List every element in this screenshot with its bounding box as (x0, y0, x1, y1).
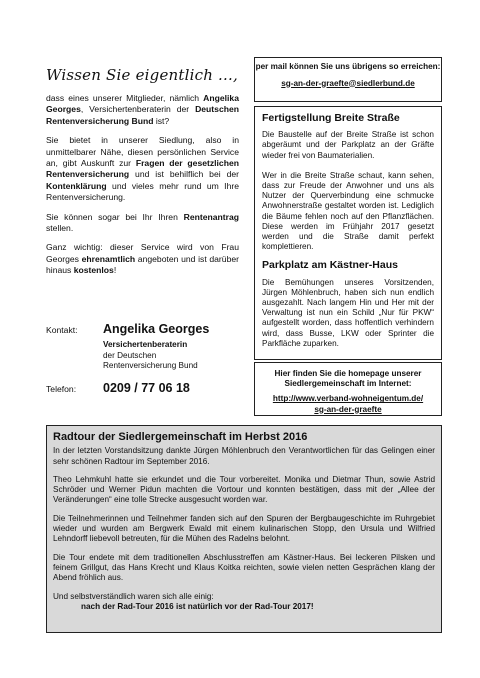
phone-label: Telefon: (46, 383, 77, 394)
news-heading-parking: Parkplatz am Kästner-Haus (262, 259, 398, 272)
paragraph-1 (46, 93, 239, 127)
radtour-closing: nach der Rad-Tour 2016 ist natürlich vor der Rad-Tour 2017! (81, 601, 314, 611)
bold-text: ehrenamtlich (81, 253, 136, 264)
bold-name: Angelika Georges (46, 93, 239, 115)
contact-block (46, 322, 246, 395)
contact-role-line: der Deutschen (103, 350, 157, 360)
homepage-link[interactable] (255, 394, 441, 414)
text: stellen. (46, 223, 74, 234)
contact-role-title: Versichertenberaterin (103, 340, 188, 349)
article-left (46, 66, 239, 285)
text: und vieles mehr rund um Ihre Rentenversicherung. (46, 180, 239, 203)
paragraph-2 (46, 135, 239, 203)
mail-box (254, 57, 442, 102)
url-line: http://www.verband-wohneigentum.de/ (272, 394, 424, 404)
paragraph-3 (46, 212, 239, 235)
url-line: sg-an-der-graefte (314, 404, 382, 414)
article-heading: Wissen Sie eigentlich ..., (46, 66, 238, 84)
web-text: Hier finden Sie die homepage unserer Siedlergemeinschaft im Internet: (274, 369, 422, 389)
text: , Versichertenberaterin der (80, 104, 196, 115)
web-box (254, 362, 442, 416)
news-paragraph: Die Baustelle auf der Breite Straße ist schon abgeräumt und der Parkplatz an der Gräfte wieder frei von Baumaterialien. (262, 130, 434, 160)
radtour-paragraph: Die Teilnehmerinnen und Teilnehmer fanden sich auf den Spuren der Bergbaugeschichte im Ruhrgebiet wieder und wurden am Bergwerk Ewald mit einem kulinarischen Stopp, den Ursula und Wilfried Lehndorff liebevoll betreuten, für die Mühen des Radelns belohnt. (53, 513, 435, 544)
radtour-paragraph: Und selbstverständlich waren sich alle einig: (53, 591, 214, 601)
email-link[interactable]: sg-an-der-graefte@siedlerbund.de (281, 78, 415, 88)
bold-text: Kontenklärung (46, 180, 107, 191)
bold-text: Fragen der gesetzlichen Rentenversicherung (46, 158, 239, 180)
radtour-paragraph: Theo Lehmkuhl hatte sie erkundet und die Tour vorbereitet. Monika und Dietmar Thun, sowie Astrid Schröder und Werner Pidun machten die Vortour und konnten bestätigen, dass mit der „Allee der Veränderungen“ eine tolle Strecke ausgesucht worden war. (53, 474, 435, 505)
bold-text: kostenlos (73, 265, 114, 276)
news-paragraph: Die Bemühungen unseres Vorsitzenden, Jürgen Möhlenbruch, haben sich nun endlich ausgezahlt. Nach langem Hin und Her mit der Verwaltung ist nun ein Schild „Nur für PKW“ aufgestellt worden, dass hoffentlich verhindern wird, dass Busse, LKW oder Sprinter die Parkfläche zuparken. (262, 277, 434, 348)
text: ist? (153, 115, 170, 126)
news-heading-street: Fertigstellung Breite Straße (262, 112, 400, 124)
phone-row (46, 381, 246, 395)
news-box (254, 106, 442, 360)
text: Sie bietet in unserer Siedlung, also in unmittelbarer Nähe, diesen persönlichen Service an, gibt Auskunft zur (46, 135, 239, 169)
text: Ganz wichtig: dieser Service wird von Frau Georges (46, 242, 239, 264)
contact-name: Angelika Georges (103, 322, 210, 336)
radtour-box (46, 425, 442, 633)
news-paragraph: Wer in die Breite Straße schaut, kann sehen, dass zur Freude der Anwohner und uns als Nutzer der Querverbindung eine schmucke Anwohnerstraße gestaltet worden ist. Lediglich die Bäume fehlen noch auf den Pflanzflächen. Diese werden im Frühjahr 2017 gesetzt werden und die Straße damit perfekt komplettieren. (262, 170, 434, 252)
text: ! (113, 265, 117, 276)
contact-row (46, 322, 246, 336)
radtour-paragraph: Die Tour endete mit dem traditionellen Abschlusstreffen am Kästner-Haus. Bei leckeren Pilsken und feinem Grillgut, das Hans Krecht und Klaus Koitka reichten, sowie vielen netten Gesprächen klang der Abend fröhlich aus. (53, 552, 435, 583)
bold-org: Deutschen Rentenversicherung Bund (46, 104, 239, 126)
paragraph-4 (46, 242, 239, 276)
text: Sie können sogar bei Ihr Ihren (46, 211, 184, 222)
radtour-paragraph: In der letzten Vorstandsitzung dankte Jürgen Möhlenbruch den Verantwortlichen für das Gelingen einer sehr schönen Radtour im September 2016. (53, 446, 435, 466)
bold-text: Rentenantrag (183, 211, 239, 222)
contact-role-line: Rentenversicherung Bund (103, 361, 198, 370)
radtour-title: Radtour der Siedlergemeinschaft im Herbst 2016 (53, 431, 308, 443)
phone-number: 0209 / 77 06 18 (103, 380, 190, 395)
text: und ist behilflich bei der (129, 169, 239, 180)
contact-label: Kontakt: (46, 325, 78, 335)
text: angeboten und ist darüber hinaus (46, 253, 239, 276)
mail-text: per mail können Sie uns übrigens so erreichen: (255, 62, 441, 71)
text: dass eines unserer Mitglieder, nämlich (46, 93, 204, 103)
